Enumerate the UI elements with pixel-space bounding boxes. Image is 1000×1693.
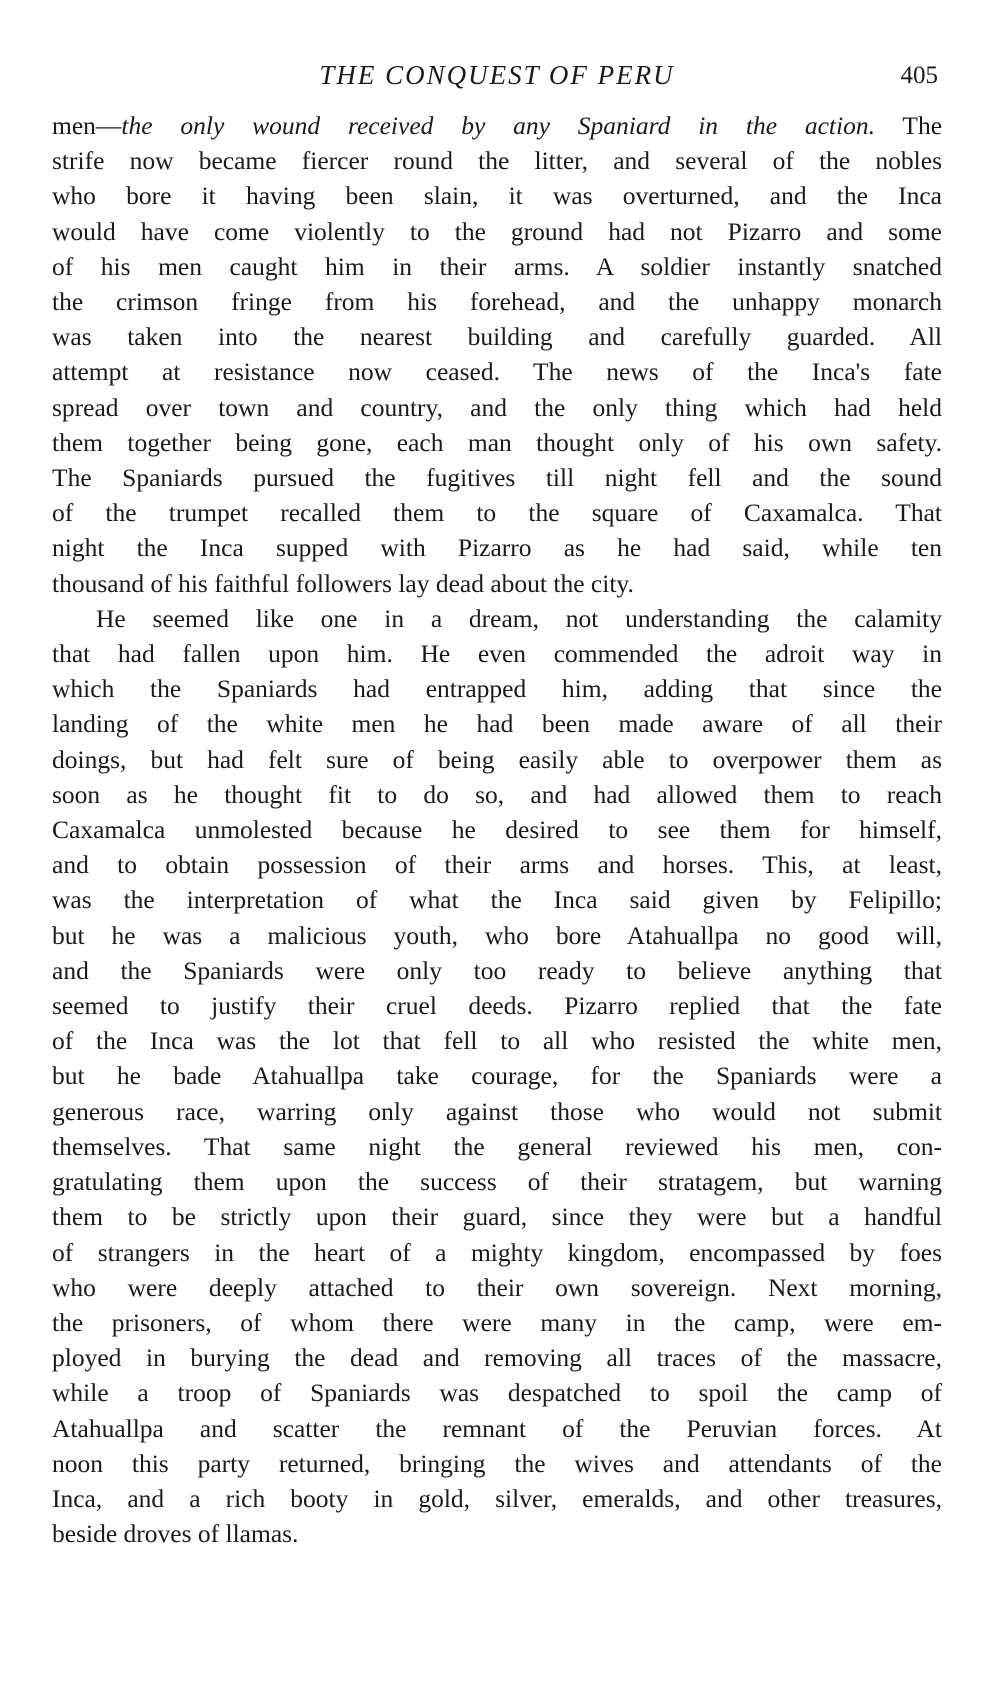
- text-line: was taken into the nearest building and carefully guarded. All: [52, 322, 942, 352]
- running-title: THE CONQUEST OF PERU: [319, 60, 675, 90]
- text-line: of the Inca was the lot that fell to all who resisted the white men,: [52, 1026, 942, 1056]
- text-line: was the interpretation of what the Inca said given by Felipillo;: [52, 885, 942, 915]
- text-line: while a troop of Spaniards was despatched to spoil the camp of: [52, 1378, 942, 1408]
- text-line: soon as he thought fit to do so, and had allowed them to reach: [52, 779, 942, 809]
- text-line: of strangers in the heart of a mighty kingdom, encompassed by foes: [52, 1237, 942, 1267]
- text-line: Inca, and a rich booty in gold, silver, emeralds, and other treasures,: [52, 1483, 942, 1513]
- text-line: seemed to justify their cruel deeds. Pizarro replied that the fate: [52, 991, 942, 1021]
- text-line: strife now became fiercer round the litter, and several of the nobles: [52, 146, 942, 176]
- paragraph: [52, 601, 942, 1551]
- text-line: and to obtain possession of their arms and horses. This, at least,: [52, 850, 942, 880]
- text-line: thousand of his faithful followers lay dead about the city.: [52, 568, 634, 598]
- text-line: Caxamalca unmolested because he desired to see them for himself,: [52, 815, 942, 845]
- text-line: would have come violently to the ground had not Pizarro and some: [52, 216, 942, 246]
- text-line: themselves. That same night the general reviewed his men, con-: [52, 1131, 942, 1161]
- text-line: night the Inca supped with Pizarro as he had said, while ten: [52, 533, 942, 563]
- text-line: and the Spaniards were only too ready to believe anything that: [52, 955, 942, 985]
- text-line: them together being gone, each man thought only of his own safety.: [52, 427, 942, 457]
- body-text: [52, 108, 942, 1551]
- running-head: [52, 56, 942, 100]
- text-line: ployed in burying the dead and removing all traces of the massacre,: [52, 1343, 942, 1373]
- text-line: who were deeply attached to their own sovereign. Next morning,: [52, 1272, 942, 1302]
- text-run: The: [874, 111, 942, 140]
- text-run: men—: [52, 111, 122, 140]
- text-line: of the trumpet recalled them to the square of Caxamalca. That: [52, 498, 942, 528]
- text-line: generous race, warring only against those who would not submit: [52, 1096, 942, 1126]
- text-line: beside droves of llamas.: [52, 1519, 299, 1549]
- text-line: that had fallen upon him. He even commended the adroit way in: [52, 639, 942, 669]
- text-line: doings, but had felt sure of being easily able to overpower them as: [52, 744, 942, 774]
- text-line: but he bade Atahuallpa take courage, for the Spaniards were a: [52, 1061, 942, 1091]
- text-line: which the Spaniards had entrapped him, adding that since the: [52, 674, 942, 704]
- text-line: landing of the white men he had been made aware of all their: [52, 709, 942, 739]
- text-line: noon this party returned, bringing the wives and attendants of the: [52, 1448, 942, 1478]
- text-line: of his men caught him in their arms. A soldier instantly snatched: [52, 251, 942, 281]
- text-line: spread over town and country, and the only thing which had held: [52, 392, 942, 422]
- text-line: He seemed like one in a dream, not understanding the calamity: [96, 603, 942, 633]
- text-line: The Spaniards pursued the fugitives till night fell and the sound: [52, 463, 942, 493]
- text-line: attempt at resistance now ceased. The news of the Inca's fate: [52, 357, 942, 387]
- text-line: but he was a malicious youth, who bore Atahuallpa no good will,: [52, 920, 942, 950]
- text-line: Atahuallpa and scatter the remnant of the Peruvian forces. At: [52, 1413, 942, 1443]
- text-line: the prisoners, of whom there were many in the camp, were em-: [52, 1307, 942, 1337]
- text-line: the crimson fringe from his forehead, and the unhappy monarch: [52, 287, 942, 317]
- italic-text-run: the only wound received by any Spaniard in the action.: [121, 111, 875, 140]
- book-page: [52, 56, 942, 1551]
- paragraph: [52, 108, 942, 601]
- text-line: [52, 108, 942, 143]
- page-number: 405: [900, 62, 938, 89]
- text-line: them to be strictly upon their guard, since they were but a handful: [52, 1202, 942, 1232]
- text-line: gratulating them upon the success of their stratagem, but warning: [52, 1167, 942, 1197]
- text-line: who bore it having been slain, it was overturned, and the Inca: [52, 181, 942, 211]
